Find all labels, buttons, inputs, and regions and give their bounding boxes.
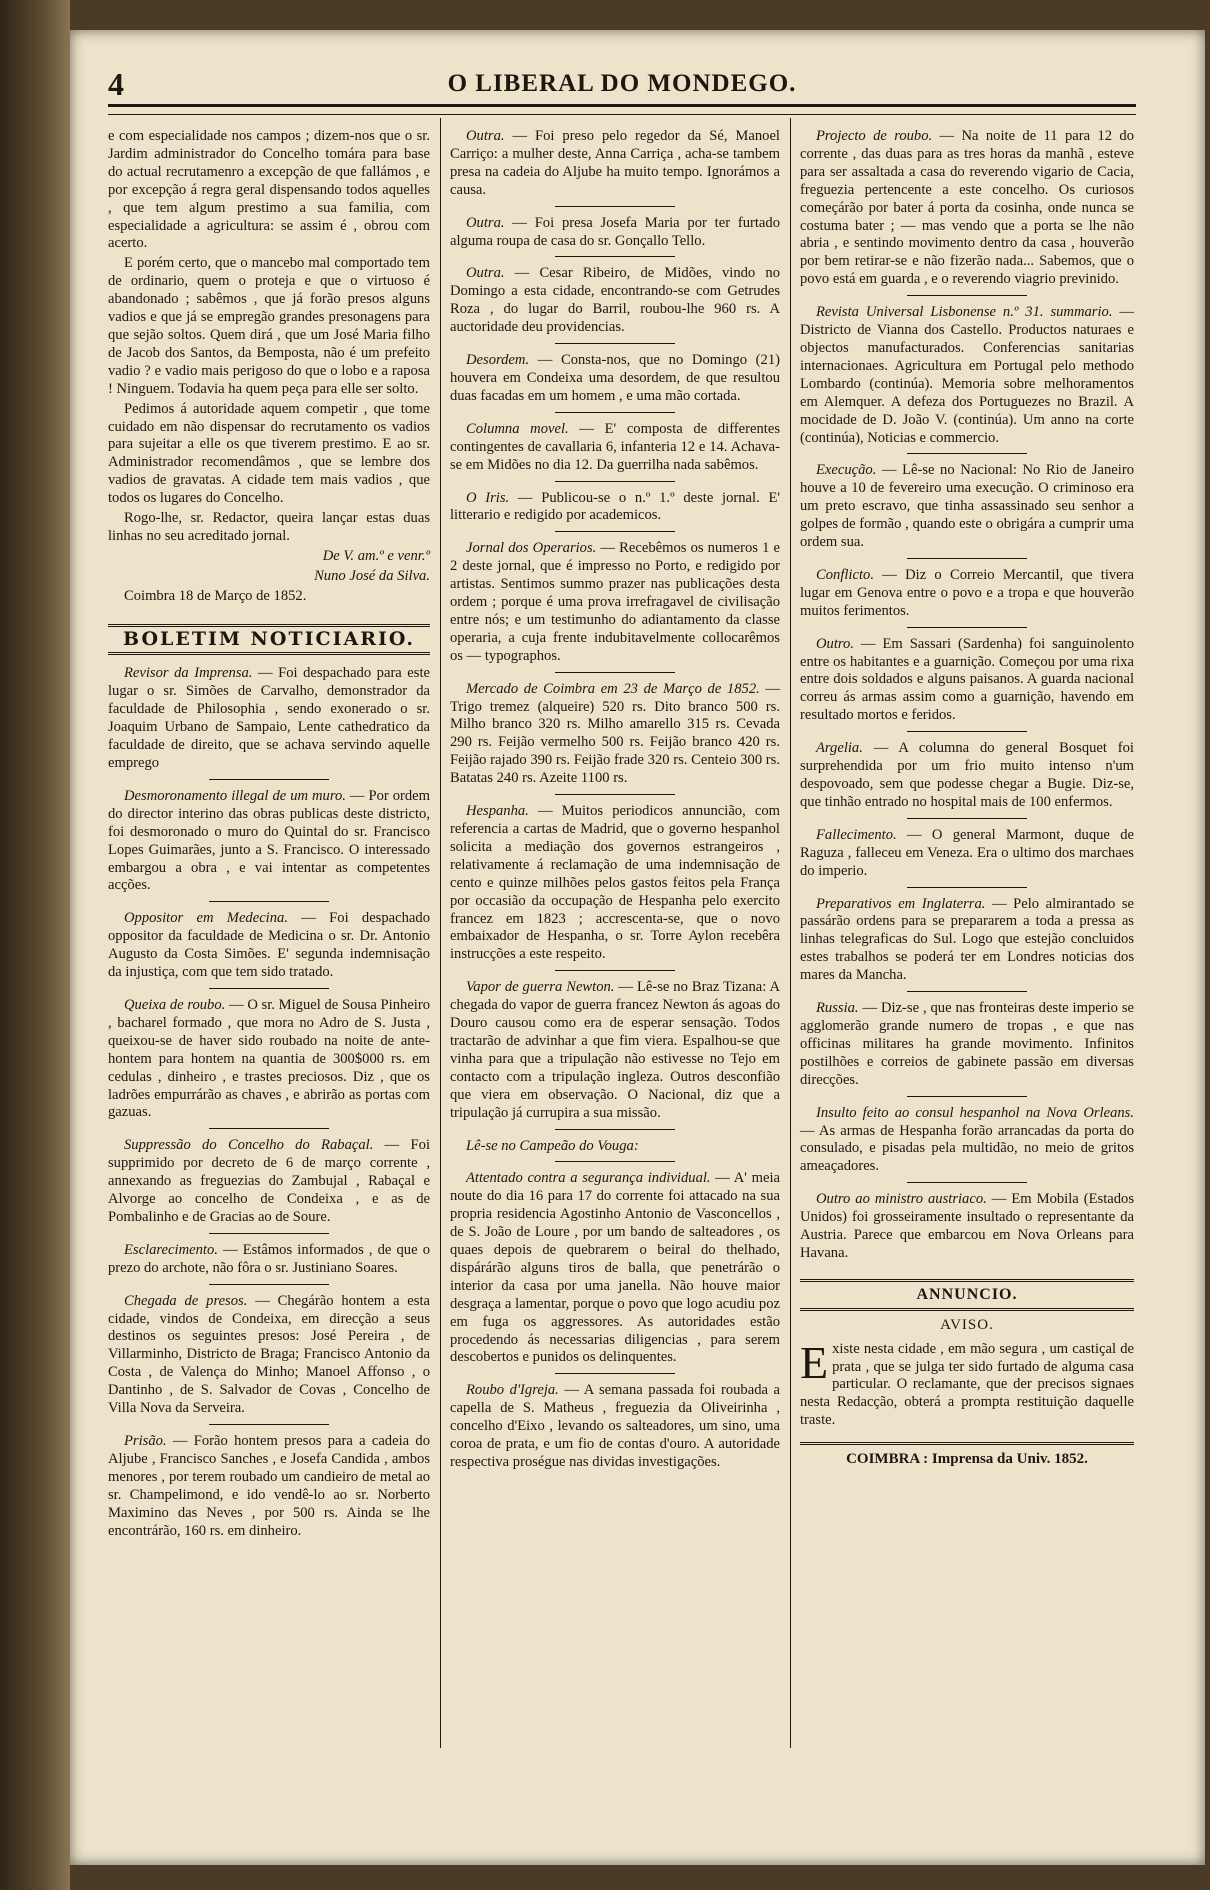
news-item-heading: Outra.: [466, 214, 505, 231]
news-item-heading: Preparativos em Inglaterra.: [816, 895, 986, 912]
article-separator: [209, 988, 329, 989]
news-item-body: — Lê-se no Braz Tizana: A chegada do vapor de guerra francez Newton ás agoas do Douro causou como era de esperar sensação. Todos tractarão de advinhar a que fim viera. Espalhou-se que vinha para que a tripulação não estivesse no Tejo em contacto com a tripulação ingleza. Outros desconfião que viera em observação. O Nacional, diz que a tripulação já currupira a sua missão.: [450, 979, 780, 1121]
news-item-heading: Mercado de Coimbra em 23 de Março de 1852.: [466, 680, 760, 697]
article-separator: [209, 1233, 329, 1234]
news-item-body: — Publicou-se o n.º 1.º deste jornal. E' litterario e redigido por academicos.: [450, 489, 780, 524]
news-item-body: — Foi supprimido por decreto de 6 de março corrente , annexando as freguezias do Zambujal , Rabaçal e Alvorge ao concelho de Condeixa , e as de Pombalinho e de Gracias ao de Soure.: [108, 1137, 430, 1225]
article-separator: [209, 779, 329, 780]
masthead-title: O LIBERAL DO MONDEGO.: [447, 70, 797, 97]
news-item-heading: Desmoronamento illegal de um muro.: [124, 787, 346, 804]
news-item: [450, 215, 780, 251]
section-title: BOLETIM NOTICIARIO.: [108, 624, 430, 656]
page-header: [108, 66, 1136, 102]
article-separator: [555, 206, 675, 207]
article-separator: [907, 731, 1027, 732]
article-separator: [907, 453, 1027, 454]
news-item: [108, 910, 430, 982]
news-item: [800, 740, 1134, 812]
news-item: [108, 1137, 430, 1227]
news-item-body: — O sr. Miguel de Sousa Pinheiro , bacharel formado , que mora no Adro de S. Justa , queixou-se de haver sido roubado na noite de ante-hontem para hontem na quantia de 300$000 rs. em cedulas , dinheiro , e trastes preciosos. Diz , que os ladrões empurrárão as chaves , e abrirão as portas com gazuas.: [108, 996, 431, 1121]
news-item: [800, 636, 1134, 726]
news-item-body: — E' composta de differentes contingentes de cavallaria 6, infanteria 12 e 14. Achava-se em Midões no dia 12. Da guerrilha nada sabêmos.: [450, 420, 780, 473]
article-separator: [907, 558, 1027, 559]
news-item-heading: Queixa de roubo.: [124, 996, 226, 1013]
book-spine: [0, 0, 70, 1890]
news-item: [800, 304, 1134, 447]
notice-text: xiste nesta cidade , em mão segura , um castiçal de prata , que se julga ter sido furtado de alguma casa particular. O reclamante, que der precisos signaes nesta Redacção, obterá a prompta restituição daquelle traste.: [800, 1340, 1134, 1429]
news-item-body: — Em Mobila (Estados Unidos) foi grosseiramente insultado o representante da Austria. Parece que embarcou em Nova Orleans para Havana.: [800, 1191, 1134, 1261]
news-item: [108, 1242, 430, 1278]
news-item-heading: Outra.: [466, 128, 505, 144]
news-item-body: — Foi presa Josefa Maria por ter furtado alguma roupa de casa do sr. Gonçallo Tello.: [450, 214, 780, 249]
news-item-heading: Jornal dos Operarios.: [466, 540, 597, 557]
article-separator: [555, 672, 675, 673]
news-item: [800, 567, 1134, 621]
news-item-body: — Lê-se no Nacional: No Rio de Janeiro houve a 10 de fevereiro uma execução. O criminoso era um preto escravo, que tinha assassinado seu senhor a golpes de formão , quando este o obrigára a cumprir uma ordem sua.: [800, 462, 1134, 551]
news-item: [108, 665, 430, 772]
news-item-heading: O Iris.: [466, 489, 510, 506]
article-separator: [907, 1096, 1027, 1097]
news-item-heading: Outro ao ministro austriaco.: [816, 1191, 987, 1208]
news-item-body: — A columna do general Bosquet foi surprehendida por um frio muito intenso n'um despovoado, sem que podesse chegar a Bugie. Diz-se, que tinhão entrado no hospital mais de 100 enfermos.: [800, 740, 1134, 810]
letter-paragraph: E porém certo, que o mancebo mal comportado tem de ordinario, quem o proteja e que o virtuoso é abandonado ; sabêmos , que já forão presos alguns vadios e que já se empregão grandes presonagens para que sejão soltos. Quem dirá , que um José Maria filho de Jacob dos Santos, da Bemposta, não é um prefeito vadio ? e vadio mais perigoso do que o lobo e a raposa ! Ninguem. Todavia ha quem peça para elle ser solto.: [108, 255, 430, 397]
letter-dateline: Coimbra 18 de Março de 1852.: [124, 587, 307, 604]
letter-closing: De V. am.º e venr.º: [322, 547, 430, 564]
article-separator: [555, 256, 675, 257]
news-item-heading: Conflicto.: [816, 566, 874, 583]
news-item-body: — Trigo tremez (alqueire) 520 rs. Dito branco 500 rs. Milho branco 320 rs. Milho amarello 315 rs. Cevada 290 rs. Feijão vermelho 500 rs. Feijão branco 420 rs. Feijão rajado 390 rs. Feijão frade 320 rs. Centeio 300 rs. Batatas 240 rs. Azeite 1100 rs.: [450, 680, 780, 787]
news-item-heading: Chegada de presos.: [124, 1292, 248, 1309]
news-item-body: — Na noite de 11 para 12 do corrente , das duas para as tres horas da manhã , esteve para ser assaltada a casa do reverendo vigario de Cacia, freguezia pertencente a este concelho. Os curiosos começárão por bater á porta da cosinha, onde nunca se costuma bater ; — mas vendo que a porta se lhe não abria , e sentindo movimento dentro da casa , houverão por bem retirar-se e não fizerão nada... Sabemos, que o povo está em guarda , e o reverendo viagrio previnido.: [800, 128, 1134, 288]
news-list: [800, 128, 1134, 1263]
article-separator: [555, 343, 675, 344]
news-item: [450, 1138, 780, 1156]
news-item: [450, 421, 780, 475]
column-1: [108, 128, 430, 1542]
news-item: [450, 979, 780, 1122]
announcement-heading: ANNUNCIO.: [800, 1279, 1134, 1311]
article-separator: [555, 794, 675, 795]
news-item-body: — As armas de Hespanha forão arrancadas da porta do consulado, e pisadas pela multidão, no meio de gritos ameaçadores.: [800, 1122, 1134, 1175]
news-item-body: — Recebêmos os numeros 1 e 2 deste jornal, que é impresso no Porto, e redigido por artistas. Sentimos summo prazer nas publicações desta ordem ; porque é uma prova irrefragavel de civilisação entre nós; e um testimunho do adiantamento da classe operaria, a cuja frente indubitavelmente collocarêmos os — typographos.: [450, 540, 780, 664]
drop-cap: E: [800, 1336, 829, 1388]
news-item-body: — Foi preso pelo regedor da Sé, Manoel Carriço: a mulher deste, Anna Carriça , acha-se tambem presa na cadeia do Aljube ha muito tempo. Ignorámos a causa.: [450, 128, 780, 198]
news-item: [800, 462, 1134, 552]
news-item: [800, 1000, 1134, 1090]
article-separator: [555, 970, 675, 971]
article-separator: [209, 1424, 329, 1425]
news-item: [800, 1191, 1134, 1263]
notice-title: AVISO.: [940, 1316, 994, 1333]
article-separator: [209, 1128, 329, 1129]
article-separator: [907, 818, 1027, 819]
article-separator: [907, 887, 1027, 888]
news-item-heading: Revista Universal Lisbonense n.º 31. summario.: [816, 304, 1113, 321]
column-2: [450, 128, 780, 1474]
article-separator: [907, 295, 1027, 296]
news-item-body: — A semana passada foi roubada a capella de S. Matheus , freguezia da Oliveirinha , concelho d'Eixo , levando os salteadores, um sino, uma coroa de prata, e um fio de contas d'ouro. A autoridade respectiva proségue nas dividas investigações.: [450, 1382, 780, 1470]
news-item-body: — Muitos periodicos annuncião, com referencia a cartas de Madrid, que o governo hespanhol solicita a mediação dos governos estrangeiros , relativamente á reclamação de uma indemnisação de cento e quinze milhões pelos gastos feitos pela França por occasião da occupação de Hespanha pelo exercito francez em 1823 ; accrescenta-se, que o novo embaixador de Hespanha, o sr. Torre Aylon recebêra instrucções a este respeito.: [450, 803, 780, 963]
column-divider: [440, 118, 441, 1748]
news-item-heading: Revisor da Imprensa.: [124, 665, 253, 682]
page-number: 4: [108, 66, 124, 102]
news-item-heading: Vapor de guerra Newton.: [466, 979, 615, 996]
news-item-body: — Consta-nos, que no Domingo (21) houvera em Condeixa uma desordem, de que resultou duas facadas em um homem , e uma mão cortada.: [450, 352, 780, 404]
notice-paragraph: [800, 1336, 1134, 1431]
news-list: [108, 665, 430, 1540]
news-item-heading: Outra.: [466, 265, 505, 282]
news-item: [450, 490, 780, 526]
letter-paragraph: e com especialidade nos campos ; dizem-nos que o sr. Jardim administrador do Concelho tomára para base do actual recrutamenro a excepção de que fallámos , e por excepção á regra geral dispensando todos aquelles , que tem algum prestimo a sua familia, com especialidade a agricultura: se assim é , obrou com acerto.: [108, 128, 430, 252]
news-item-heading: Fallecimento.: [816, 826, 897, 843]
news-item: [800, 896, 1134, 986]
news-list: [450, 128, 780, 1472]
news-item-heading: Projecto de roubo.: [816, 128, 933, 144]
letter-signature: Nuno José da Silva.: [314, 567, 430, 584]
news-item-body: — Forão hontem presos para a cadeia do Aljube , Francisco Sanches , e Josefa Candida , ambos menores , por terem roubado um candieiro de metal ao sr. Champelimond, e ido vendê-lo ao sr. Norberto Maximino das Neves , por 500 rs. Ainda se lhe encontrárão, 160 rs. em dinheiro.: [108, 1433, 430, 1539]
news-item-heading: Insulto feito ao consul hespanhol na Nova Orleans.: [816, 1104, 1134, 1121]
news-item-heading: Attentado contra a segurança individual.: [466, 1170, 711, 1187]
news-item: [450, 681, 780, 788]
news-item-heading: Prisão.: [124, 1433, 167, 1449]
news-item-heading: Lê-se no Campeão do Vouga:: [466, 1137, 639, 1154]
news-item-body: — Districto de Vianna dos Castello. Productos naturaes e objectos manufacturados. Conferencias sanitarias internacionaes. Agricultura em Portugal pelo methodo Lombardo (continúa). Memoria sobre melhoramentos em Alemquer. A defeza dos Portuguezes no Brazil. A mocidade de D. João V. (continúa). Um anno na corte (continúa), Noticias e commercio.: [800, 304, 1134, 446]
article-separator: [555, 1161, 675, 1162]
letter-paragraph: Rogo-lhe, sr. Redactor, queira lançar estas duas linhas no seu acreditado jornal.: [108, 510, 430, 544]
news-item-body: — A' meia noute do dia 16 para 17 do corrente foi attacado na sua propria residencia Agostinho Antonio de Vasconcellos , de S. João de Loure , por um bando de salteadores , os quaes depois de quebrarem o beiral do thelhado, dispárárão alguns tiros de balla, que penetrárão o interior da casa por uma janella. Não houve maior desgraça a lamentar, porque o povo que logo acudiu poz em fuga os aggressores. As autoridades estão procedendo ás necessarias diligencias , para serem descobertos e punidos os delinquentes.: [450, 1170, 780, 1366]
article-separator: [907, 627, 1027, 628]
article-separator: [555, 1373, 675, 1374]
news-item-body: — Por ordem do director interino das obras publicas deste districto, foi desmoronado o muro do Quintal do sr. Francisco Lopes Guimarães, junto a S. Francisco. O interessado embargou a obra , e vai intentar as competentes acções.: [108, 787, 430, 894]
news-item: [108, 1433, 430, 1540]
news-item: [450, 1170, 780, 1367]
column-3: [800, 128, 1134, 1469]
news-item: [450, 803, 780, 964]
header-rule: [108, 104, 1136, 115]
news-item-heading: Desordem.: [466, 352, 530, 369]
news-item: [108, 1293, 430, 1418]
news-item: [800, 128, 1134, 289]
article-separator: [209, 1284, 329, 1285]
news-item-body: — Foi despachado para este lugar o sr. Simões de Carvalho, demonstrador da faculdade de Philosophia , sendo exonerado o sr. Joaquim Urbano de Sampaio, Lente cathedratico da faculdade de direito, que se achava servindo aquelle emprego: [108, 665, 430, 771]
news-item-body: — Diz-se , que nas fronteiras deste imperio se agglomerão grande numero de tropas , e que nas officinas militares ha grande movimento. Infinitos postilhões e correios de gabinete passão em diversas direcções.: [800, 1000, 1134, 1088]
news-item: [800, 827, 1134, 881]
news-item-body: — Pelo almirantado se passárão ordens para se prepararem a toda a pressa as linhas telegraficas do Sul. Logo que estejão concluidos estes trabalhos se poderá ter em Londres noticias dos mares da Mancha.: [800, 895, 1134, 984]
news-item-heading: Oppositor em Medecina.: [124, 910, 288, 927]
news-item-heading: Hespanha.: [466, 803, 529, 820]
news-item-heading: Suppressão do Concelho do Rabaçal.: [124, 1137, 374, 1154]
news-item: [450, 128, 780, 200]
news-item-body: — Chegárão hontem a esta cidade, vindos de Condeixa, em direcção a seus destinos os seguintes presos: José Pereira , de Villarminho, Districto de Braga; Francisco Antonio da Costa , de Valença do Minho; Manoel Affonso , o Dantinho , de S. Salvador de Covas , Concelho de Villa Nova da Serveira.: [108, 1292, 430, 1417]
news-item-heading: Esclarecimento.: [124, 1241, 218, 1258]
news-item: [800, 1105, 1134, 1177]
news-item: [108, 788, 430, 895]
printer-imprint: COIMBRA : Imprensa da Univ. 1852.: [800, 1442, 1134, 1469]
news-item: [450, 540, 780, 665]
news-item-body: — Estâmos informados , de que o prezo do archote, não fôra o sr. Justiniano Soares.: [108, 1241, 430, 1276]
news-item-heading: Argelia.: [816, 740, 863, 757]
letter-paragraph: Pedimos á autoridade aquem competir , que tome cuidado em não dispensar do recrutamento os vadios para sujeitar a elle os que tiverem prestimo. E ao sr. Administrador recomendâmos , que se lembre dos vadios de gravatas. A cidade tem mais vadios , que todos os lugares do Concelho.: [108, 400, 430, 507]
news-item-heading: Columna movel.: [466, 420, 569, 437]
article-separator: [555, 531, 675, 532]
news-item-body: — O general Marmont, duque de Raguza , falleceu em Veneza. Era o ultimo dos marchaes do imperio.: [800, 826, 1134, 879]
article-separator: [907, 1182, 1027, 1183]
news-item-body: — Em Sassari (Sardenha) foi sanguinolento entre os habitantes e a guarnição. Começou por uma rixa entre dois soldados e alguns paisanos. A guarda nacional correu ás armas assim como a guarnição, havendo em resultado mortos e feridos.: [800, 635, 1134, 724]
news-item-heading: Outro.: [816, 635, 854, 652]
news-item: [450, 265, 780, 337]
news-item: [108, 997, 430, 1122]
news-item-heading: Russia.: [816, 1000, 859, 1017]
article-separator: [555, 1129, 675, 1130]
article-separator: [907, 991, 1027, 992]
article-separator: [209, 901, 329, 902]
news-item: [450, 1382, 780, 1472]
article-separator: [555, 481, 675, 482]
news-item: [450, 352, 780, 406]
article-separator: [555, 412, 675, 413]
news-item-body: — Diz o Correio Mercantil, que tivera lugar em Genova entre o povo e a tropa e que houverão muitos ferimentos.: [800, 566, 1134, 619]
news-item-body: — Foi despachado oppositor da faculdade de Medicina o sr. Dr. Antonio Augusto da Costa Simões. E' segunda indemnisação da injustiça, com que tem sido tratado.: [108, 910, 430, 981]
column-divider: [790, 118, 791, 1748]
news-item-heading: Execução.: [816, 462, 877, 479]
news-item-body: — Cesar Ribeiro, de Midões, vindo no Domingo a esta cidade, encontrando-se com Getrudes Roza , do lugar do Barril, roubou-lhe 960 rs. A auctoridade deu providencias.: [450, 265, 780, 336]
news-item-heading: Roubo d'Igreja.: [466, 1382, 559, 1399]
